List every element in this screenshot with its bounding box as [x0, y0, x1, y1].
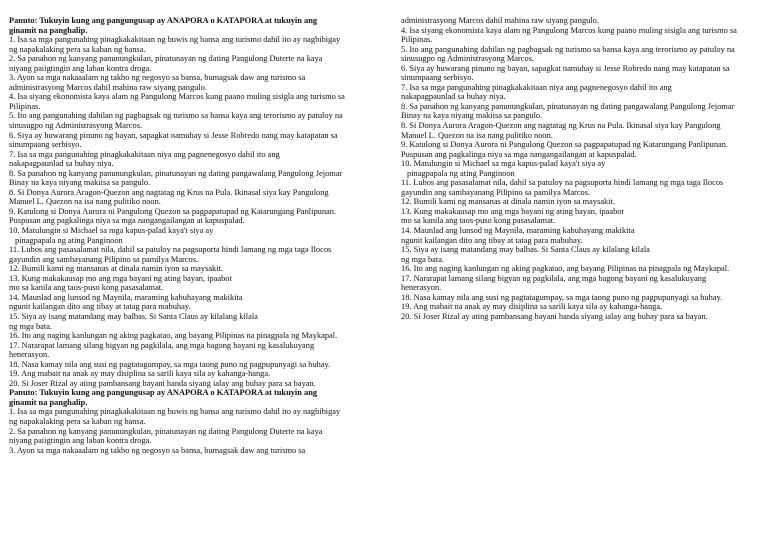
text-line: 15. Siya ay isang matandang may balbas. Si Santa Claus ay kilalang kilala: [401, 245, 650, 255]
text-line: 6. Siya ay huwarang pinuno ng bayan, sapagkat namuhay si Jesse Robredo nang may katapatan sa: [401, 63, 730, 73]
text-line: 1. Isa sa mga pangunahing pinagkakakitaan ng buwis ng bansa ang turismo dahil ito ay nagbibigay: [9, 35, 341, 45]
text-line: mo sa kanila ang taos-puso kong pasasalamat.: [9, 283, 164, 293]
text-line: 20. Si Joser Rizal ay ating pambansang bayani handa siyang ialay ang buhay para sa bayan.: [401, 311, 708, 321]
text-line: Puspusan ang pagkalinga niya sa mga nangangailangan at kapuspalad.: [9, 216, 245, 226]
instruction-line: ginamit na panghalip.: [9, 397, 88, 407]
text-line: 11. Lubos ang pasasalamat nila, dahil sa patuloy na pagsuporta hindi lamang ng mga taga Ilocos: [9, 245, 332, 255]
text-line: 19. Ang mabait na anak ay may disiplina sa sarili kaya sila ay kahanga-hanga.: [401, 302, 663, 312]
text-line: 17. Nararapat lamang silang bigyan ng pagkilala, ang mga bagong bayani ng kasalukuyang: [401, 273, 707, 283]
text-line: 3. Ayon sa mga nakaaalam ng takbo ng negosyo sa bansa, bumagsak daw ang turismo sa: [9, 445, 306, 455]
text-line: 16. Ito ang naging kanlungan ng aking pagkatao, ang bayang Pilipinas na pinagpala ng Maykapal.: [9, 331, 338, 341]
text-line: 17. Nararapat lamang silang bigyan ng pagkilala, ang mga bagong bayani ng kasalukuyang: [9, 340, 315, 350]
text-line: 4. Isa siyang ekonomista kaya alam ng Pangulong Marcos kung paano muling sisigla ang turismo sa: [401, 25, 737, 35]
text-line: 8. Si Donya Aurora Aragon-Quezon ang nagtatag ng Krus na Pula. Ikinasal siya kay Pangulong: [401, 121, 721, 131]
text-line: niyang paiigtingin ang laban kontra droga.: [9, 63, 152, 73]
text-line: 5. Ito ang pangunahing dahilan ng pagbagsak ng turismo sa bansa kaya ang terorismo ay patuloy na: [9, 111, 343, 121]
text-line: 5. Ito ang pangunahing dahilan ng pagbagsak ng turismo sa bansa kaya ang terorismo ay patuloy na: [401, 44, 735, 54]
text-line: 18. Nasa kamay nila ang susi ng pagtatagumpay, sa mga taong puno ng pagpupunyagi sa buhay.: [9, 359, 331, 369]
text-line: 13. Kung makakausap mo ang mga bayani ng ating bayan, ipaabot: [401, 206, 624, 216]
text-line: 8. Sa panahon ng kanyang panunungkulan, pinatunayan ng dating pangawalang Pangulong Jejomar: [401, 101, 735, 111]
text-line: Binay na kaya niyang makiisa sa pangulo.: [9, 178, 151, 188]
text-line: nakapagpaunlad sa buhay niya.: [9, 159, 114, 169]
text-line: mo sa kanila ang taos-puso kong pasasalamat.: [401, 216, 556, 226]
text-line: henerasyon.: [9, 350, 50, 360]
text-line: ng napakalaking pera sa kaban ng bansa.: [9, 416, 146, 426]
text-line: 7. Isa sa mga pangunahing pinagkakakitaan niya ang pagnenegosyo dahil ito ang: [9, 149, 280, 159]
text-line: 2. Sa panahon ng kanyang panunungkulan, pinatunayan ng dating Pangulong Duterte na kaya: [9, 54, 323, 64]
text-line: sinumpaang serbisyo.: [9, 140, 82, 150]
text-line: ngunit kailangan dito ang tibay at tatag para mabuhay.: [9, 302, 191, 312]
right-column: [401, 16, 761, 322]
text-line: sinumpaang serbisyo.: [401, 73, 474, 83]
text-line: 1. Isa sa mga pangunahing pinagkakakitaan ng buwis ng bansa ang turismo dahil ito ay nagbibigay: [9, 407, 341, 417]
instruction-line: Panuto: Tukuyin kung ang pangungusap ay ANAPORA o KATAPORA at tukuyin ang: [9, 16, 318, 25]
text-line: gayundin ang sambayanang Pilipino sa pamilya Marcos.: [9, 254, 199, 264]
text-line: sinusugpo ng Administrasyong Marcos.: [9, 121, 143, 131]
text-line: pinagpapala ng ating Panginoon: [15, 235, 123, 245]
text-line: 11. Lubos ang pasasalamat nila, dahil sa patuloy na pagsuporta hindi lamang ng mga taga Ilocos: [401, 178, 724, 188]
text-line: 12. Bumili kami ng mansanas at dinala namin iyon sa maysakit.: [9, 264, 223, 274]
text-line: 14. Maunlad ang lunsod ng Maynila, maraming kabuhayang makikita: [401, 226, 635, 236]
text-line: 9. Katulong si Donya Aurora ni Pangulong Quezon sa pagpapatupad ng Katarungang Panlipunan.: [401, 140, 729, 150]
text-line: sinusugpo ng Administrasyong Marcos.: [401, 54, 535, 64]
text-line: Manuel L. Quezon na isa nang pulitiko noon.: [9, 197, 161, 207]
text-line: niyang paiigtingin ang laban kontra droga.: [9, 436, 152, 446]
text-line: 15. Siya ay isang matandang may balbas. Si Santa Claus ay kilalang kilala: [9, 311, 258, 321]
text-line: pinagpapala ng ating Panginoon: [407, 168, 515, 178]
text-line: gayundin ang sambayanang Pilipino sa pamilya Marcos.: [401, 187, 591, 197]
text-line: ng mga bata.: [9, 321, 53, 331]
text-line: 18. Nasa kamay nila ang susi ng pagtatagumpay, sa mga taong puno ng pagpupunyagi sa buhay.: [401, 292, 723, 302]
text-line: 13. Kung makakausap mo ang mga bayani ng ating bayan, ipaabot: [9, 273, 232, 283]
text-line: administrasyong Marcos dahil mahina raw siyang pangulo.: [9, 82, 207, 92]
text-line: 6. Siya ay huwarang pinuno ng bayan, sapagkat namuhay si Jesse Robredo nang may katapatan sa: [9, 130, 338, 140]
text-line: Pilipinas.: [401, 35, 433, 45]
left-column: [9, 16, 371, 455]
text-line: henerasyon.: [401, 283, 442, 293]
text-line: 14. Maunlad ang lunsod ng Maynila, maraming kabuhayang makikita: [9, 292, 243, 302]
text-line: administrasyong Marcos dahil mahina raw siyang pangulo.: [401, 16, 599, 25]
text-line: ng napakalaking pera sa kaban ng bansa.: [9, 44, 146, 54]
text-line: 9. Katulong si Donya Aurora ni Pangulong Quezon sa pagpapatupad ng Katarungang Panlipunan.: [9, 206, 337, 216]
text-line: 7. Isa sa mga pangunahing pinagkakakitaan niya ang pagnenegosyo dahil ito ang: [401, 82, 672, 92]
text-line: ngunit kailangan dito ang tibay at tatag para mabuhay.: [401, 235, 583, 245]
text-line: 8. Si Donya Aurora Aragon-Quezon ang nagtatag ng Krus na Pula. Ikinasal siya kay Pangulong: [9, 187, 329, 197]
text-line: Pilipinas.: [9, 101, 41, 111]
instruction-line: Panuto: Tukuyin kung ang pangungusap ay ANAPORA o KATAPORA at tukuyin ang: [9, 388, 318, 398]
instruction-line: ginamit na panghalip.: [9, 25, 88, 35]
text-line: 16. Ito ang naging kanlungan ng aking pagkatao, ang bayang Pilipinas na pinagpala ng Maykapal.: [401, 264, 730, 274]
text-line: Manuel L. Quezon na isa nang pulitiko noon.: [401, 130, 553, 140]
text-line: Binay na kaya niyang makiisa sa pangulo.: [401, 111, 543, 121]
text-line: 20. Si Joser Rizal ay ating pambansang bayani handa siyang ialay ang buhay para sa bayan.: [9, 378, 316, 388]
text-line: 2. Sa panahon ng kanyang panunungkulan, pinatunayan ng dating Pangulong Duterte na kaya: [9, 426, 323, 436]
text-line: 3. Ayon sa mga nakaaalam ng takbo ng negosyo sa bansa, bumagsak daw ang turismo sa: [9, 73, 306, 83]
text-line: 10. Matulungin si Michael sa mga kapus-palad kaya't siya ay: [401, 159, 606, 169]
text-line: 4. Isa siyang ekonomista kaya alam ng Pangulong Marcos kung paano muling sisigla ang turismo sa: [9, 92, 345, 102]
text-line: 12. Bumili kami ng mansanas at dinala namin iyon sa maysakit.: [401, 197, 615, 207]
text-line: 8. Sa panahon ng kanyang panunungkulan, pinatunayan ng dating pangawalang Pangulong Jejomar: [9, 168, 343, 178]
text-line: Puspusan ang pagkalinga niya sa mga nangangailangan at kapuspalad.: [401, 149, 637, 159]
text-line: 19. Ang mabait na anak ay may disiplina sa sarili kaya sila ay kahanga-hanga.: [9, 369, 271, 379]
text-line: 10. Matulungin si Michael sa mga kapus-palad kaya't siya ay: [9, 226, 214, 236]
text-line: ng mga bata.: [401, 254, 445, 264]
text-line: nakapagpaunlad sa buhay niya.: [401, 92, 506, 102]
